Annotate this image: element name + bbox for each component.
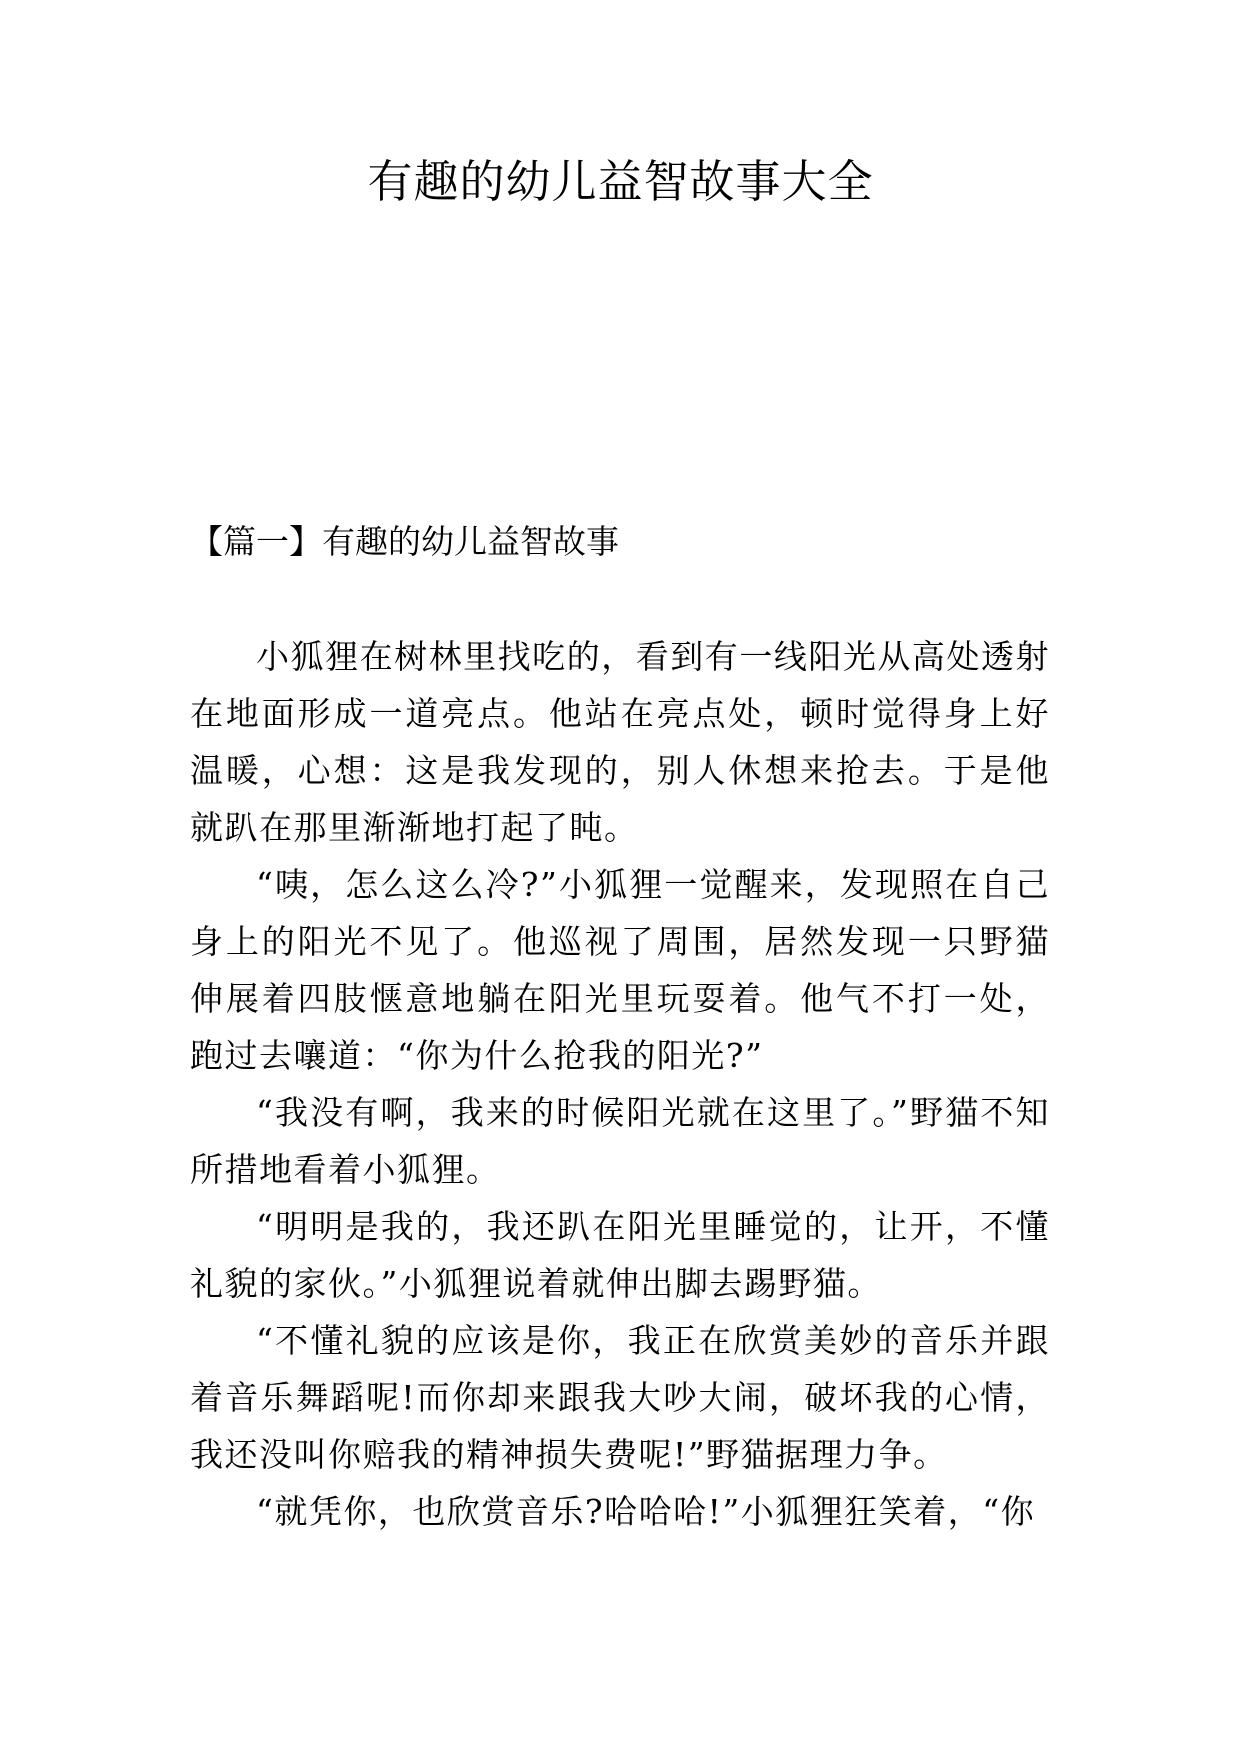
paragraph: “不懂礼貌的应该是你，我正在欣赏美妙的音乐并跟着音乐舞蹈呢!而你却来跟我大吵大闹，破坏我的心情，我还没叫你赔我的精神损失费呢!”野猫据理力争。	[190, 1321, 1050, 1474]
paragraph: “就凭你，也欣赏音乐?哈哈哈!”小狐狸狂笑着，“你	[256, 1492, 1036, 1531]
paragraph: 小狐狸在树林里找吃的，看到有一线阳光从高处透射在地面形成一道亮点。他站在亮点处，顿时觉得身上好温暖，心想：这是我发现的，别人休想来抢去。于是他就趴在那里渐渐地打起了盹。	[190, 637, 1050, 847]
paragraph: “明明是我的，我还趴在阳光里睡觉的，让开，不懂礼貌的家伙。”小狐狸说着就伸出脚去踢野猫。	[190, 1207, 1050, 1303]
story-body	[190, 628, 1050, 1540]
document-title: 有趣的幼儿益智故事大全	[367, 155, 874, 208]
paragraph: “我没有啊，我来的时候阳光就在这里了。”野猫不知所措地看着小狐狸。	[190, 1093, 1050, 1189]
section-heading: 【篇一】有趣的幼儿益智故事	[190, 522, 619, 561]
paragraph: “咦，怎么这么冷?”小狐狸一觉醒来，发现照在自己身上的阳光不见了。他巡视了周围，居然发现一只野猫伸展着四肢惬意地躺在阳光里玩耍着。他气不打一处，跑过去嚷道：“你为什么抢我的阳光?”	[190, 865, 1050, 1075]
